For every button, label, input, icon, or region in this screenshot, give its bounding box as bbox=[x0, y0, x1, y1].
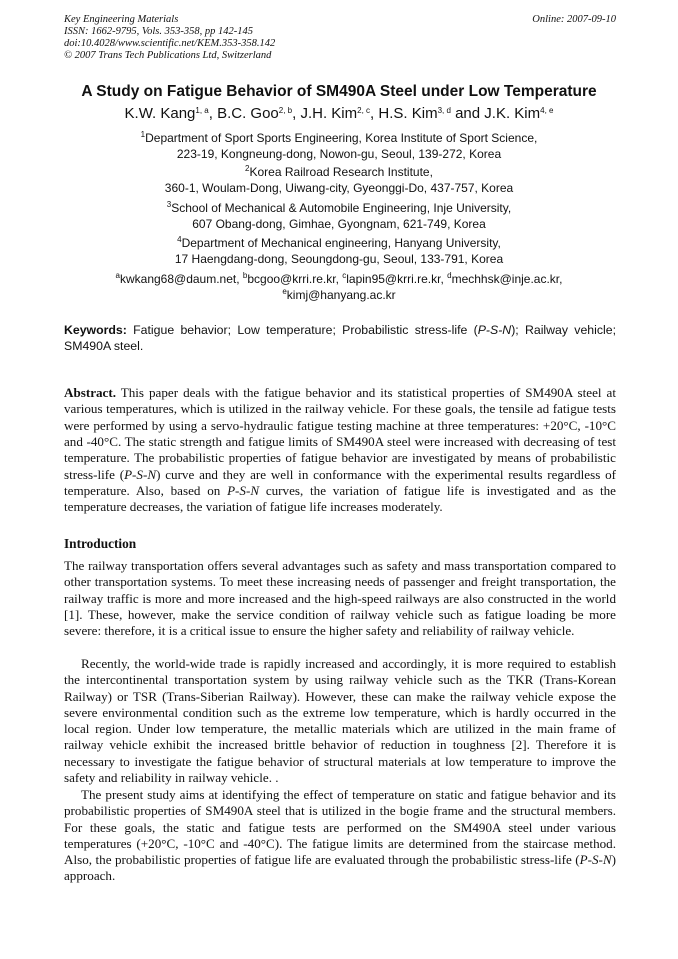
affiliation-1 bbox=[0, 131, 678, 162]
intro-paragraph-2: Recently, the world-wide trade is rapidly increased and accordingly, it is more required to establish the intercontinental transportation system by using railway vehicle such as the TKR (Trans-Korean Railway) or TSR (Trans-Siberian Railway). However, these can make the railway vehicle expose the severe environmental condition such as the extreme low temperature, which is hardly occurred in the local region. Under low temperature, the metallic materials which are utilized in the main frame of railway vehicle exhibit the increased brittle behavior of reduction in toughness [2]. Therefore it is necessary to investigate the fatigue behavior of structural materials at low temperature to improve the safety and reliability in railway vehicle. . bbox=[64, 656, 616, 786]
copyright-line: © 2007 Trans Tech Publications Ltd, Switzerland bbox=[64, 50, 272, 61]
section-heading-introduction: Introduction bbox=[64, 536, 137, 551]
affil-address: 607 Obang-dong, Gimhae, Gyongnam, 621-749, Korea bbox=[192, 216, 486, 231]
author-name: K.W. Kang bbox=[124, 105, 196, 122]
affiliation-2 bbox=[0, 165, 678, 196]
author-affil-mark: 2, c bbox=[357, 105, 371, 115]
email-d[interactable]: mechhsk@inje.ac.kr, bbox=[451, 272, 563, 286]
affil-line: Department of Sport Sports Engineering, Korea Institute of Sport Science, bbox=[145, 131, 538, 145]
keywords-section bbox=[64, 322, 616, 354]
author-separator: , bbox=[370, 105, 379, 122]
paper-title: A Study on Fatigue Behavior of SM490A Steel under Low Temperature bbox=[81, 83, 597, 100]
affil-number: 4 bbox=[177, 234, 182, 244]
affil-number: 3 bbox=[166, 199, 172, 209]
author-separator: , bbox=[208, 105, 218, 122]
affil-number: 1 bbox=[140, 129, 146, 139]
doi-line: doi:10.4028/www.scientific.net/KEM.353-358.142 bbox=[64, 38, 276, 49]
author-separator: and bbox=[450, 105, 485, 122]
online-date: Online: 2007-09-10 bbox=[532, 14, 616, 25]
abstract-psn: P-S-N bbox=[124, 466, 157, 482]
author-name: J.K. Kim bbox=[484, 105, 541, 122]
abstract-text: This paper deals with the fatigue behavior and its statistical properties of SM490A steel at various temperatures, which is utilized in the railway vehicle. For these goals, the tensile ad fatigue tests were performed by using a servo-hydraulic fatigue testing machine at three temperatures: +20°C, -10°C and -40°C. The static strength and fatigue limits of SM490A steel were increased with decreasing of test temperature. The probabilistic properties of fatigue behavior are investigated by means of probabilistic stress-life ( bbox=[64, 385, 616, 482]
author-affil-mark: 3, d bbox=[437, 105, 451, 115]
author-name: B.C. Goo bbox=[217, 105, 279, 122]
email-e[interactable]: kimj@hanyang.ac.kr bbox=[286, 287, 396, 302]
journal-header bbox=[64, 14, 616, 62]
intro-psn: P-S-N bbox=[579, 852, 612, 868]
email-b[interactable]: bcgoo@krri.re.kr, bbox=[247, 272, 343, 286]
abstract-section bbox=[64, 385, 616, 515]
email-a[interactable]: kwkang68@daum.net, bbox=[119, 272, 243, 286]
journal-name: Key Engineering Materials bbox=[64, 14, 179, 25]
intro-text: The present study aims at identifying the effect of temperature on static and fatigue behavior and its probabilistic properties of SM490A steel that is utilized in the bogie frame and the structural members. For these goals, the static and fatigue tests are performed on the SM490A steel under various temperatures (+20°C, -10°C and -40°C). The fatigue limits are determined from the staircase method. Also, the probabilistic properties of fatigue life are evaluated through the probabilistic stress-life ( bbox=[64, 787, 616, 868]
affil-number: 2 bbox=[245, 163, 250, 173]
affil-address: 17 Haengdang-dong, Seoungdong-gu, Seoul, 133-791, Korea bbox=[174, 251, 504, 266]
keywords-psn: P-S-N bbox=[477, 323, 512, 337]
abstract-label: Abstract. bbox=[64, 385, 116, 401]
keywords-label: Keywords: bbox=[64, 323, 127, 337]
intro-paragraph-3 bbox=[64, 787, 616, 885]
author-affil-mark: 1, a bbox=[195, 105, 209, 115]
abstract-psn: P-S-N bbox=[227, 482, 260, 498]
author-name: H.S. Kim bbox=[378, 105, 438, 122]
affil-line: School of Mechanical & Automobile Engineering, Inje University, bbox=[171, 201, 512, 215]
keywords-text: Fatigue behavior; Low temperature; Probabilistic stress-life ( bbox=[133, 323, 478, 337]
author-separator: , bbox=[292, 105, 301, 122]
author-list bbox=[0, 105, 678, 122]
author-emails: $^a$kwkang68@daum.net, $^b$bcgoo@krri.re.kr, $^c$lapin95@krri.re.kr, $^d$mechhsk@inje.ac.kr, $^e$kimj@hanyang.ac.kr bbox=[115, 270, 563, 302]
affil-address: 360-1, Woulam-Dong, Uiwang-city, Gyeonggi-Do, 437-757, Korea bbox=[164, 180, 514, 195]
abstract-text: ) curve and they are well in conformance with the experimental results regardless of temperature. Also, based on bbox=[64, 466, 616, 498]
affiliation-3 bbox=[0, 201, 678, 232]
abstract-text: curves, the variation of fatigue life is investigated and as the temperature decreases, the variation of fatigue life increases moderately. bbox=[64, 482, 616, 515]
affil-line: Department of Mechanical engineering, Hanyang University, bbox=[181, 236, 501, 250]
email-c[interactable]: lapin95@krri.re.kr, bbox=[346, 272, 448, 286]
author-name: J.H. Kim bbox=[300, 105, 358, 122]
affil-line: Korea Railroad Research Institute, bbox=[249, 165, 433, 179]
affiliation-4 bbox=[0, 236, 678, 267]
author-affil-mark: 4, e bbox=[540, 105, 554, 115]
author-affil-mark: 2, b bbox=[278, 105, 293, 115]
issn-line: ISSN: 1662-9795, Vols. 353-358, pp 142-145 bbox=[64, 26, 253, 37]
intro-paragraph-1: The railway transportation offers several advantages such as safety and mass transportation compared to other transportation systems. To meet these increasing needs of passenger and freight transportation, the railway traffic is more and more increased and the high-speed railways are also constructed in the world [1]. These, however, make the service condition of railway vehicle such as fatigue loading be more severe: therefore, it is a critical issue to ensure the higher safety and reliability of railway vehicle. bbox=[64, 558, 616, 639]
intro-text: ) approach. bbox=[64, 852, 616, 884]
keywords-text: ); Railway vehicle; SM490A steel. bbox=[64, 323, 616, 353]
affil-address: 223-19, Kongneung-dong, Nowon-gu, Seoul, 139-272, Korea bbox=[176, 146, 502, 161]
